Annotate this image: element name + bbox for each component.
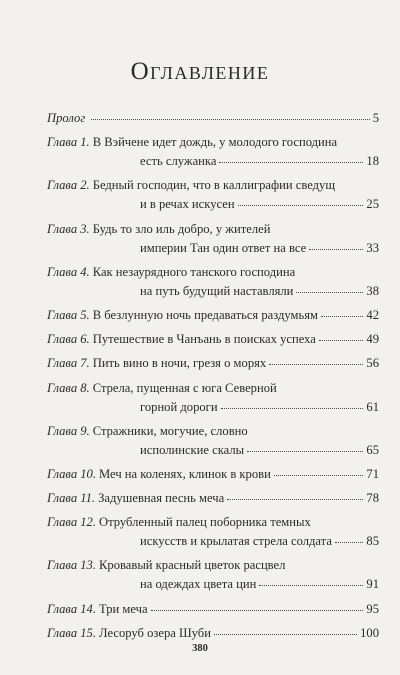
chapter-label: Глава 1.	[47, 135, 90, 150]
chapter-title: Стражники, могучие, словно	[92, 423, 248, 438]
chapter-title: исполинские скалы	[140, 442, 245, 457]
toc-entry[interactable]	[47, 465, 379, 484]
toc-entry[interactable]	[47, 263, 379, 301]
toc-entry-line	[47, 109, 379, 128]
toc-entry[interactable]	[47, 422, 379, 460]
dot-leader	[321, 304, 363, 317]
toc-entry[interactable]	[47, 556, 379, 594]
chapter-label: Пролог	[47, 111, 86, 125]
dot-leader	[238, 193, 364, 206]
dot-leader	[296, 280, 363, 293]
toc-entry-line	[47, 239, 379, 258]
toc-entry-line	[47, 152, 379, 171]
toc-entry-line	[47, 195, 379, 214]
dot-leader	[214, 622, 357, 635]
toc-entry[interactable]	[47, 109, 379, 128]
toc-entry[interactable]	[47, 330, 379, 349]
toc-entry-line	[47, 306, 379, 325]
chapter-label: Глава 6.	[47, 332, 90, 347]
page-ref: 33	[366, 240, 379, 255]
page-ref: 25	[366, 197, 379, 212]
page-ref: 56	[366, 356, 379, 371]
toc-entry-line	[47, 398, 379, 417]
chapter-title: Задушевная песнь меча	[98, 491, 225, 506]
toc-entry-line	[47, 600, 379, 619]
chapter-title: Бедный господин, что в каллиграфии сведущ	[92, 178, 336, 193]
page-ref: 65	[366, 442, 379, 457]
toc-entry-line	[47, 330, 379, 349]
chapter-label: Глава 7.	[47, 356, 90, 371]
chapter-title: на одеждах цвета цин	[140, 577, 257, 592]
chapter-label: Глава 2.	[47, 178, 90, 193]
dot-leader	[274, 463, 364, 476]
chapter-title: империи Тан один ответ на все	[140, 240, 307, 255]
dot-leader	[151, 598, 364, 611]
chapter-label: Глава 12.	[47, 515, 97, 530]
toc-entry[interactable]	[47, 624, 379, 643]
page-title: Оглавление	[130, 58, 270, 85]
toc-entry[interactable]	[47, 513, 379, 551]
toc-entry-line	[47, 624, 379, 643]
dot-leader	[259, 573, 363, 586]
chapter-title: Кровавый красный цветок расцвел	[99, 558, 286, 573]
dot-leader	[247, 439, 363, 452]
chapter-title: Путешествие в Чанъань в поисках успеха	[92, 332, 316, 347]
toc-entry-line	[47, 489, 379, 508]
toc-entry-line	[47, 532, 379, 551]
page-ref: 61	[366, 399, 379, 414]
page-ref: 49	[366, 332, 379, 347]
toc-entry-line	[47, 354, 379, 373]
toc-entry-line	[47, 441, 379, 460]
chapter-title: Меч на коленях, клинок в крови	[99, 466, 271, 481]
page-ref: 100	[360, 625, 379, 640]
toc-entry-line	[47, 513, 379, 532]
chapter-title: и в речах искусен	[140, 197, 235, 212]
dot-leader	[91, 107, 369, 120]
chapter-title: Стрела, пущенная с юга Северной	[92, 380, 277, 395]
chapter-title: искусств и крылатая стрела солдата	[140, 534, 332, 549]
page-ref: 18	[366, 154, 379, 169]
chapter-label: Глава 9.	[47, 423, 90, 438]
chapter-label: Глава 13.	[47, 558, 97, 573]
chapter-label: Глава 15.	[47, 625, 97, 640]
chapter-title: Как незаурядного танского господина	[92, 264, 296, 279]
toc-entry[interactable]	[47, 489, 379, 508]
page-ref: 95	[366, 601, 379, 616]
page-ref: 5	[372, 111, 379, 125]
toc-entry[interactable]	[47, 306, 379, 325]
dot-leader	[269, 352, 363, 365]
page-ref: 91	[366, 577, 379, 592]
chapter-label: Глава 4.	[47, 264, 90, 279]
toc-entry[interactable]	[47, 600, 379, 619]
chapter-title: горной дороги	[140, 399, 218, 414]
chapter-label: Глава 3.	[47, 221, 90, 236]
page-ref: 71	[366, 466, 379, 481]
toc-entry[interactable]	[47, 379, 379, 417]
page-ref: 78	[366, 491, 379, 506]
dot-leader	[319, 328, 364, 341]
chapter-label: Глава 10.	[47, 466, 97, 481]
chapter-title: на путь будущий наставляли	[140, 283, 294, 298]
toc-entry[interactable]	[47, 220, 379, 258]
chapter-label: Глава 11.	[47, 491, 96, 506]
chapter-title: есть служанка	[140, 154, 217, 169]
chapter-label: Глава 5.	[47, 307, 90, 322]
chapter-title: Будь то зло иль добро, у жителей	[92, 221, 271, 236]
toc-entry-line	[47, 282, 379, 301]
chapter-label: Глава 14.	[47, 601, 97, 616]
toc-entry[interactable]	[47, 176, 379, 214]
chapter-title: Три меча	[99, 601, 148, 616]
page-ref: 42	[366, 307, 379, 322]
dot-leader	[227, 487, 363, 500]
chapter-title: Пить вино в ночи, грезя о морях	[92, 356, 267, 371]
chapter-title: Отрубленный палец поборника темных	[99, 515, 311, 530]
toc-entry-line	[47, 575, 379, 594]
dot-leader	[219, 150, 363, 163]
toc-entry-line	[47, 465, 379, 484]
page-number: 380	[192, 643, 208, 654]
page-ref: 85	[366, 534, 379, 549]
dot-leader	[221, 396, 364, 409]
toc-entry[interactable]	[47, 133, 379, 171]
toc-entry[interactable]	[47, 354, 379, 373]
chapter-label: Глава 8.	[47, 380, 90, 395]
dot-leader	[335, 530, 363, 543]
page-ref: 38	[366, 283, 379, 298]
chapter-title: В безлунную ночь предаваться раздумьям	[92, 307, 319, 322]
table-of-contents	[47, 109, 379, 648]
chapter-title: В Вэйчене идет дождь, у молодого господина	[92, 135, 338, 150]
dot-leader	[309, 237, 363, 250]
chapter-title: Лесоруб озера Шуби	[99, 625, 211, 640]
